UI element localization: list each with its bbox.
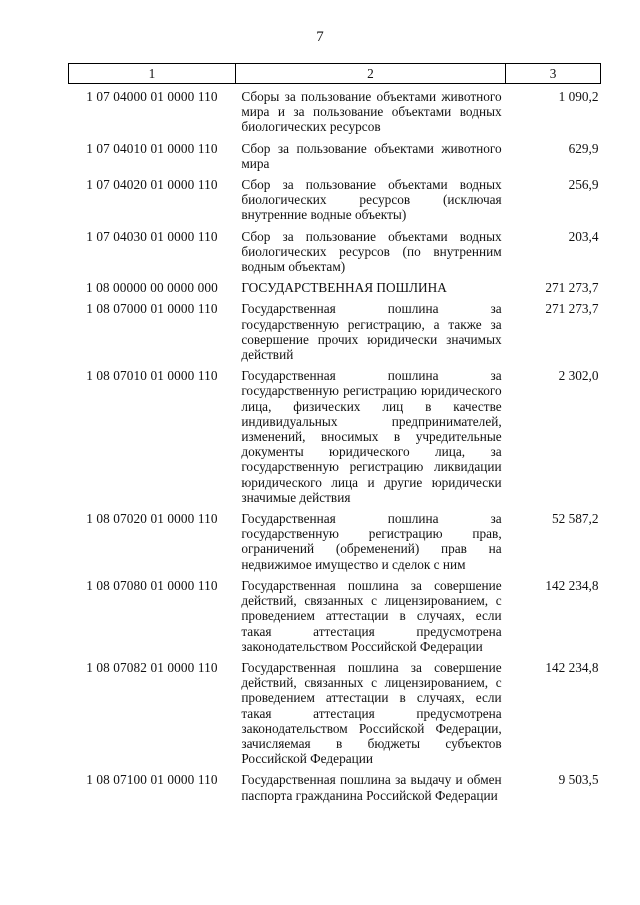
budget-code: 1 08 07020 01 0000 110	[86, 511, 218, 527]
table-row	[69, 301, 601, 368]
budget-code: 1 08 07080 01 0000 110	[86, 577, 218, 593]
budget-code: 1 08 07082 01 0000 110	[86, 659, 218, 675]
column-header-name: 2	[235, 64, 505, 84]
column-header-code: 1	[69, 64, 236, 84]
revenue-description: Сбор за пользование объектами водных биологических ресурсов (по внутренним водным объектам)	[241, 228, 502, 275]
revenue-amount: 1 090,2	[558, 89, 599, 104]
revenue-amount: 271 273,7	[545, 280, 599, 296]
revenue-description: Сбор за пользование объектами водных биологических ресурсов (исключая внутренние водные объекты)	[241, 177, 502, 223]
revenue-description: Сборы за пользование объектами животного мира и за пользование объектами водных биологических ресурсов	[241, 89, 502, 135]
revenue-amount: 256,9	[568, 177, 599, 193]
table-row	[69, 660, 601, 772]
revenue-description: Сбор за пользование объектами животного мира	[241, 140, 502, 171]
budget-code: 1 08 07000 01 0000 110	[86, 301, 218, 317]
revenue-amount: 9 503,5	[558, 772, 599, 788]
revenue-description: Государственная пошлина за государственную регистрацию юридического лица, физических лиц в качестве индивидуальных предпринимателей, изменений, вносимых в учредительные документы юридического лица, за государственную регистрацию ликвидации юридического лица и другие юридически значимые действия	[241, 368, 502, 505]
revenue-amount: 629,9	[568, 140, 599, 156]
revenue-amount: 271 273,7	[545, 301, 599, 317]
table-row	[69, 772, 601, 808]
table-row	[69, 368, 601, 511]
page-number: 7	[316, 29, 324, 45]
table-row	[69, 511, 601, 578]
revenue-description: Государственная пошлина за выдачу и обмен паспорта гражданина Российской Федерации	[241, 772, 502, 803]
table-row	[69, 177, 601, 229]
table-row	[69, 141, 601, 177]
budget-code: 1 07 04000 01 0000 110	[86, 89, 218, 104]
table-row	[69, 280, 601, 301]
table-row	[69, 229, 601, 281]
revenue-description: Государственная пошлина за совершение действий, связанных с лицензированием, с проведением аттестации в случаях, если такая аттестация предусмотрена законодательством Российской Федерации, зачисляемая в бюджеты субъектов Российской Федерации	[241, 659, 502, 767]
revenue-description: ГОСУДАРСТВЕННАЯ ПОШЛИНА	[241, 280, 447, 296]
revenue-amount: 2 302,0	[558, 368, 599, 384]
table-header-row	[69, 64, 601, 84]
revenue-amount: 142 234,8	[545, 659, 599, 675]
budget-code: 1 07 04010 01 0000 110	[86, 140, 218, 156]
budget-code: 1 08 07100 01 0000 110	[86, 772, 218, 788]
revenue-amount: 203,4	[568, 228, 599, 244]
revenue-amount: 52 587,2	[551, 511, 599, 527]
revenue-description: Государственная пошлина за государственную регистрацию прав, ограничений (обременений) прав на недвижимое имущество и сделок с ним	[241, 511, 502, 572]
revenue-amount: 142 234,8	[545, 577, 599, 593]
table-body	[69, 84, 601, 809]
table-row	[69, 84, 601, 141]
budget-revenue-table	[68, 63, 601, 809]
revenue-description: Государственная пошлина за совершение действий, связанных с лицензированием, с проведением аттестации в случаях, если такая аттестация предусмотрена законодательством Российской Федерации	[241, 577, 502, 654]
revenue-description: Государственная пошлина за государственную регистрацию, а также за совершение прочих юридически значимых действий	[241, 301, 502, 363]
table-row	[69, 578, 601, 660]
budget-code: 1 08 00000 00 0000 000	[85, 280, 218, 296]
budget-code: 1 07 04020 01 0000 110	[86, 177, 218, 193]
budget-code: 1 07 04030 01 0000 110	[86, 228, 218, 244]
budget-code: 1 08 07010 01 0000 110	[86, 368, 218, 384]
column-header-amount: 3	[506, 64, 601, 84]
